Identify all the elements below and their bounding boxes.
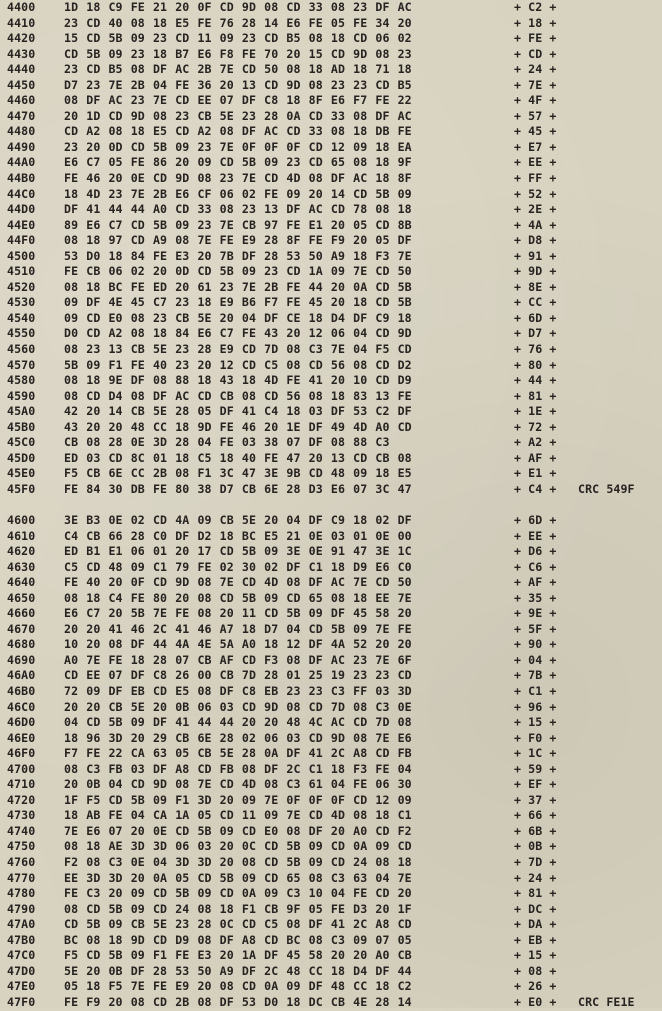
row-checksum: + 7B + — [514, 668, 557, 683]
row-address: 4740 — [7, 823, 36, 838]
row-address: 46B0 — [7, 684, 36, 699]
row-checksum: + 24 + — [514, 62, 557, 77]
row-checksum: + 9E + — [514, 606, 557, 621]
row-address: 44D0 — [7, 202, 36, 217]
row-bytes: 23 CD B5 08 DF AC 2B 7E CD 50 08 18 AD 18 71 18 — [64, 62, 412, 77]
hex-row — [7, 420, 657, 436]
row-checksum: + CC + — [514, 295, 557, 310]
row-bytes: 08 18 AE 3D 3D 06 03 20 0C CD 5B 09 CD 0A 09 CD — [64, 839, 412, 854]
row-bytes: F5 CB 6E CC 2B 08 F1 3C 47 3E 9B CD 48 09 18 E5 — [64, 466, 412, 481]
row-address: 46A0 — [7, 668, 36, 683]
row-checksum: + 44 + — [514, 373, 557, 388]
row-address: 44A0 — [7, 155, 36, 170]
hex-row — [7, 109, 657, 125]
hex-row — [7, 839, 657, 855]
row-bytes: 08 18 BC FE ED 20 61 23 7E 2B FE 44 20 0A CD 5B — [64, 279, 412, 294]
row-bytes: 3E B3 0E 02 CD 4A 09 CB 5E 20 04 DF C9 18 02 DF — [64, 513, 412, 527]
row-bytes: EE 3D 3D 20 0A 05 CD 5B 09 CD 65 08 C3 63 04 7E — [64, 870, 412, 885]
hex-row — [7, 544, 657, 560]
hex-row — [7, 187, 657, 203]
hex-row — [7, 560, 657, 576]
hex-row — [7, 202, 657, 218]
row-address: 4520 — [7, 279, 36, 294]
row-checksum: + 15 + — [514, 715, 557, 730]
hex-row — [7, 0, 657, 16]
row-bytes: 10 20 08 DF 44 4A 4E 5A A0 18 12 DF 4A 52 20 20 — [64, 637, 412, 652]
row-checksum: + 80 + — [514, 357, 557, 372]
row-address: 4700 — [7, 761, 36, 776]
row-bytes: 08 DF AC 23 7E CD EE 07 DF C8 18 8F E6 F7 FE 22 — [64, 93, 412, 108]
row-address: 44F0 — [7, 233, 36, 248]
row-checksum: + 7D + — [514, 855, 557, 870]
row-address: 4560 — [7, 342, 36, 357]
row-address: 45E0 — [7, 466, 36, 481]
hex-row — [7, 668, 657, 684]
row-address: 45F0 — [7, 481, 36, 496]
row-bytes: FE CB 06 02 20 0D CD 5B 09 23 CD 1A 09 7E CD 50 — [64, 264, 412, 279]
row-checksum: + 08 + — [514, 963, 557, 978]
row-bytes: 43 20 20 48 CC 18 9D FE 46 20 1E DF 49 4D A0 CD — [64, 419, 412, 434]
row-checksum: + DC + — [514, 901, 557, 916]
hex-row — [7, 606, 657, 622]
row-bytes: FE 84 30 DB FE 80 38 D7 CB 6E 28 D3 E6 07 3C 47 — [64, 481, 412, 496]
row-bytes: 08 23 13 CB 5E 23 28 E9 CD 7D 08 C3 7E 04 F5 CD — [64, 342, 412, 357]
row-checksum: + 52 + — [514, 186, 557, 201]
hex-row — [7, 855, 657, 871]
row-checksum: + 45 + — [514, 124, 557, 139]
row-checksum: + C1 + — [514, 684, 557, 699]
row-bytes: ED 03 CD 8C 01 18 C5 18 40 FE 47 20 13 CD CB 08 — [64, 450, 412, 465]
row-address: 4710 — [7, 777, 36, 792]
hex-row — [7, 513, 657, 529]
hex-row — [7, 171, 657, 187]
row-checksum: + 15 + — [514, 948, 557, 963]
block-crc: CRC FE1E — [578, 994, 635, 1009]
hex-row — [7, 762, 657, 778]
hex-row — [7, 389, 657, 405]
row-bytes: 18 AB FE 04 CA 1A 05 CD 11 09 7E CD 4D 08 18 C1 — [64, 808, 412, 823]
row-checksum: + 6D + — [514, 310, 557, 325]
row-bytes: ED B1 E1 06 01 20 17 CD 5B 09 3E 0E 91 47 3E 1C — [64, 544, 412, 559]
row-address: 47C0 — [7, 948, 36, 963]
hex-row — [7, 326, 657, 342]
row-bytes: 08 CD 5B 09 CD 24 08 18 F1 CB 9F 05 FE D3 20 1F — [64, 901, 412, 916]
row-checksum: + E7 + — [514, 139, 557, 154]
row-bytes: 08 18 9E DF 08 88 18 43 18 4D FE 41 20 10 CD D9 — [64, 373, 412, 388]
row-checksum: + 26 + — [514, 979, 557, 994]
row-bytes: FE F9 20 08 CD 2B 08 DF 53 D0 18 DC CB 4E 28 14 — [64, 994, 412, 1009]
row-bytes: 09 DF 4E 45 C7 23 18 E9 B6 F7 FE 45 20 18 CD 5B — [64, 295, 412, 310]
block-crc: CRC 549F — [578, 481, 635, 496]
row-checksum: + 35 + — [514, 590, 557, 605]
hex-row — [7, 575, 657, 591]
row-checksum: + 6B + — [514, 823, 557, 838]
row-checksum: + A2 + — [514, 435, 557, 450]
row-address: 45B0 — [7, 419, 36, 434]
row-checksum: + 72 + — [514, 419, 557, 434]
row-bytes: 20 20 41 46 2C 41 46 A7 18 D7 04 CD 5B 09 7E FE — [64, 621, 412, 636]
hex-block-4400 — [7, 0, 657, 498]
row-address: 4400 — [7, 0, 36, 14]
hex-row — [7, 529, 657, 545]
hex-row — [7, 466, 657, 482]
hex-row — [7, 93, 657, 109]
row-bytes: F7 FE 22 CA 63 05 CB 5E 28 0A DF 41 2C A8 CD FB — [64, 746, 412, 761]
hex-row — [7, 637, 657, 653]
row-checksum: + C4 + — [514, 481, 557, 496]
row-bytes: F2 08 C3 0E 04 3D 3D 20 08 CD 5B 09 CD 24 08 18 — [64, 855, 412, 870]
hex-row — [7, 311, 657, 327]
row-checksum: + 04 + — [514, 652, 557, 667]
row-address: 45A0 — [7, 404, 36, 419]
hex-row — [7, 451, 657, 467]
row-address: 4640 — [7, 575, 36, 590]
row-address: 4420 — [7, 31, 36, 46]
row-address: 4410 — [7, 15, 36, 30]
row-address: 4790 — [7, 901, 36, 916]
row-bytes: 1F F5 CD 5B 09 F1 3D 20 09 7E 0F 0F 0F CD 12 09 — [64, 792, 412, 807]
row-checksum: + 91 + — [514, 248, 557, 263]
row-checksum: + E1 + — [514, 466, 557, 481]
row-checksum: + 2E + — [514, 202, 557, 217]
row-checksum: + F0 + — [514, 730, 557, 745]
row-bytes: 23 CD 40 08 18 E5 FE 76 28 14 E6 FE 05 FE 34 20 — [64, 15, 412, 30]
row-checksum: + 76 + — [514, 342, 557, 357]
row-address: 4720 — [7, 792, 36, 807]
hex-row — [7, 917, 657, 933]
row-checksum: + 59 + — [514, 761, 557, 776]
row-address: 4480 — [7, 124, 36, 139]
hex-row — [7, 622, 657, 638]
row-checksum: + 96 + — [514, 699, 557, 714]
hex-row — [7, 793, 657, 809]
row-address: 46C0 — [7, 699, 36, 714]
row-bytes: A0 7E FE 18 28 07 CB AF CD F3 08 DF AC 23 7E 6F — [64, 652, 412, 667]
row-address: 4510 — [7, 264, 36, 279]
row-bytes: 1D 18 C9 FE 21 20 0F CD 9D 08 CD 33 08 23 DF AC — [64, 0, 412, 14]
row-address: 4460 — [7, 93, 36, 108]
row-bytes: E6 C7 20 5B 7E FE 08 20 11 CD 5B 09 DF 45 58 20 — [64, 606, 412, 621]
row-bytes: D0 CD A2 08 18 84 E6 C7 FE 43 20 12 06 04 CD 9D — [64, 326, 412, 341]
row-address: 4690 — [7, 652, 36, 667]
row-checksum: + 81 + — [514, 388, 557, 403]
row-bytes: 89 E6 C7 CD 5B 09 23 7E CB 97 FE E1 20 05 CD 8B — [64, 217, 412, 232]
hex-row — [7, 249, 657, 265]
hex-row — [7, 140, 657, 156]
row-address: 4670 — [7, 621, 36, 636]
row-bytes: E6 C7 05 FE 86 20 09 CD 5B 09 23 CD 65 08 18 9F — [64, 155, 412, 170]
row-address: 4680 — [7, 637, 36, 652]
row-address: 4610 — [7, 528, 36, 543]
row-bytes: C4 CB 66 28 C0 DF D2 18 BC E5 21 0E 03 01 0E 00 — [64, 528, 412, 543]
row-bytes: CD A2 08 18 E5 CD A2 08 DF AC CD 33 08 18 DB FE — [64, 124, 412, 139]
row-address: 4440 — [7, 62, 36, 77]
row-address: 4580 — [7, 373, 36, 388]
hex-row — [7, 979, 657, 995]
row-checksum: + D8 + — [514, 233, 557, 248]
row-address: 4500 — [7, 248, 36, 263]
row-address: 4450 — [7, 77, 36, 92]
hex-row — [7, 435, 657, 451]
row-address: 4620 — [7, 544, 36, 559]
row-checksum: + 0B + — [514, 839, 557, 854]
row-bytes: FE 46 20 0E CD 9D 08 23 7E CD 4D 08 DF AC 18 8F — [64, 171, 412, 186]
row-checksum: + 1C + — [514, 746, 557, 761]
row-checksum: + D7 + — [514, 326, 557, 341]
row-address: 4570 — [7, 357, 36, 372]
row-bytes: 18 4D 23 7E 2B E6 CF 06 02 FE 09 20 14 CD 5B 09 — [64, 186, 412, 201]
hex-row — [7, 233, 657, 249]
row-address: 4760 — [7, 855, 36, 870]
row-checksum: + EE + — [514, 155, 557, 170]
row-address: 47A0 — [7, 917, 36, 932]
hex-row — [7, 808, 657, 824]
row-address: 4730 — [7, 808, 36, 823]
row-checksum: + DA + — [514, 917, 557, 932]
row-bytes: FE 40 20 0F CD 9D 08 7E CD 4D 08 DF AC 7E CD 50 — [64, 575, 412, 590]
row-bytes: 08 CD D4 08 DF AC CD CB 08 CD 56 08 18 83 13 FE — [64, 388, 412, 403]
row-bytes: 15 CD 5B 09 23 CD 11 09 23 CD B5 08 18 CD 06 02 — [64, 31, 412, 46]
row-address: 4770 — [7, 870, 36, 885]
row-bytes: 53 D0 18 84 FE E3 20 7B DF 28 53 50 A9 18 F3 7E — [64, 248, 412, 263]
hex-row — [7, 78, 657, 94]
hex-row — [7, 684, 657, 700]
hex-row — [7, 16, 657, 32]
row-address: 4430 — [7, 46, 36, 61]
row-bytes: 04 CD 5B 09 DF 41 44 44 20 20 48 4C AC CD 7D 08 — [64, 715, 412, 730]
hex-row — [7, 62, 657, 78]
row-checksum: + 6D + — [514, 513, 557, 527]
hex-row — [7, 591, 657, 607]
row-address: 46E0 — [7, 730, 36, 745]
row-address: 4530 — [7, 295, 36, 310]
row-checksum: + 18 + — [514, 15, 557, 30]
row-checksum: + D6 + — [514, 544, 557, 559]
row-bytes: 18 96 3D 20 29 CB 6E 28 02 06 03 CD 9D 08 7E E6 — [64, 730, 412, 745]
row-checksum: + EB + — [514, 932, 557, 947]
hex-row — [7, 777, 657, 793]
row-bytes: 42 20 14 CB 5E 28 05 DF 41 C4 18 03 DF 53 C2 DF — [64, 404, 412, 419]
row-address: 44B0 — [7, 171, 36, 186]
hex-row — [7, 746, 657, 762]
hex-row — [7, 358, 657, 374]
hex-row — [7, 653, 657, 669]
row-address: 4540 — [7, 310, 36, 325]
hex-row — [7, 964, 657, 980]
hex-block-4600 — [7, 513, 657, 1011]
row-checksum: + 90 + — [514, 637, 557, 652]
row-address: 4750 — [7, 839, 36, 854]
row-checksum: + C6 + — [514, 559, 557, 574]
row-address: 46D0 — [7, 715, 36, 730]
row-address: 4780 — [7, 886, 36, 901]
row-checksum: + 4A + — [514, 217, 557, 232]
row-bytes: 09 CD E0 08 23 CB 5E 20 04 DF CE 18 D4 DF C9 18 — [64, 310, 412, 325]
hex-row — [7, 902, 657, 918]
row-checksum: + 7E + — [514, 77, 557, 92]
row-bytes: 08 18 97 CD A9 08 7E FE E9 28 8F FE F9 20 05 DF — [64, 233, 412, 248]
hex-row — [7, 933, 657, 949]
row-bytes: 20 0B 04 CD 9D 08 7E CD 4D 08 C3 61 04 FE 06 30 — [64, 777, 412, 792]
row-bytes: 20 20 CB 5E 20 0B 06 03 CD 9D 08 CD 7D 08 C3 0E — [64, 699, 412, 714]
hex-row — [7, 124, 657, 140]
row-checksum: + C2 + — [514, 0, 557, 14]
hex-row — [7, 342, 657, 358]
row-bytes: 08 18 C4 FE 80 20 08 CD 5B 09 CD 65 08 18 EE 7E — [64, 590, 412, 605]
hex-row — [7, 155, 657, 171]
hex-row — [7, 264, 657, 280]
row-bytes: DF 41 44 44 A0 CD 33 08 23 13 DF AC CD 78 08 18 — [64, 202, 412, 217]
row-address: 4470 — [7, 108, 36, 123]
row-address: 47E0 — [7, 979, 36, 994]
row-bytes: 5B 09 F1 FE 40 23 20 12 CD C5 08 CD 56 08 CD D2 — [64, 357, 412, 372]
row-bytes: F5 CD 5B 09 F1 FE E3 20 1A DF 45 58 20 20 A0 CB — [64, 948, 412, 963]
hex-row — [7, 373, 657, 389]
row-checksum: + 4F + — [514, 93, 557, 108]
hex-row — [7, 824, 657, 840]
row-bytes: 08 C3 FB 03 DF A8 CD FB 08 DF 2C C1 18 F3 FE 04 — [64, 761, 412, 776]
row-address: 4590 — [7, 388, 36, 403]
row-bytes: 7E E6 07 20 0E CD 5B 09 CD E0 08 DF 20 A0 CD F2 — [64, 823, 412, 838]
row-checksum: + FE + — [514, 31, 557, 46]
row-bytes: 72 09 DF EB CD E5 08 DF C8 EB 23 23 C3 FF 03 3D — [64, 684, 412, 699]
row-checksum: + EF + — [514, 777, 557, 792]
row-checksum: + AF + — [514, 450, 557, 465]
hex-row — [7, 715, 657, 731]
row-address: 4650 — [7, 590, 36, 605]
row-checksum: + 8E + — [514, 279, 557, 294]
row-address: 44C0 — [7, 186, 36, 201]
hex-row — [7, 731, 657, 747]
row-address: 45D0 — [7, 450, 36, 465]
row-address: 44E0 — [7, 217, 36, 232]
hex-row — [7, 482, 657, 498]
row-address: 4630 — [7, 559, 36, 574]
row-bytes: 5E 20 0B DF 28 53 50 A9 DF 2C 48 CC 18 D4 DF 44 — [64, 963, 412, 978]
row-address: 4550 — [7, 326, 36, 341]
hex-row — [7, 404, 657, 420]
row-bytes: CD 5B 09 CB 5E 23 28 0C CD C5 08 DF 41 2C A8 CD — [64, 917, 412, 932]
hex-row — [7, 995, 657, 1011]
hex-row — [7, 700, 657, 716]
hex-row — [7, 948, 657, 964]
row-checksum: + E0 + — [514, 994, 557, 1009]
row-checksum: + 1E + — [514, 404, 557, 419]
row-checksum: + 5F + — [514, 621, 557, 636]
row-bytes: C5 CD 48 09 C1 79 FE 02 30 02 DF C1 18 D9 E6 C0 — [64, 559, 412, 574]
row-checksum: + 81 + — [514, 886, 557, 901]
hex-row — [7, 871, 657, 887]
row-address: 47F0 — [7, 994, 36, 1009]
row-bytes: CB 08 28 0E 3D 28 04 FE 03 38 07 DF 08 88 C3 — [64, 435, 390, 450]
row-address: 4490 — [7, 139, 36, 154]
hex-row — [7, 218, 657, 234]
row-address: 4600 — [7, 513, 36, 527]
row-bytes: 05 18 F5 7E FE E9 20 08 CD 0A 09 DF 48 CC 18 C2 — [64, 979, 412, 994]
row-bytes: 23 20 0D CD 5B 09 23 7E 0F 0F 0F CD 12 09 18 EA — [64, 139, 412, 154]
row-checksum: + FF + — [514, 171, 557, 186]
row-bytes: BC 08 18 9D CD D9 08 DF A8 CD BC 08 C3 09 07 05 — [64, 932, 412, 947]
row-checksum: + AF + — [514, 575, 557, 590]
row-checksum: + EE + — [514, 528, 557, 543]
row-address: 46F0 — [7, 746, 36, 761]
row-bytes: D7 23 7E 2B 04 FE 36 20 13 CD 9D 08 23 23 CD B5 — [64, 77, 412, 92]
hex-row — [7, 886, 657, 902]
row-checksum: + 24 + — [514, 870, 557, 885]
row-bytes: 20 1D CD 9D 08 23 CB 5E 23 28 0A CD 33 08 DF AC — [64, 108, 412, 123]
row-address: 47B0 — [7, 932, 36, 947]
row-address: 4660 — [7, 606, 36, 621]
row-bytes: CD EE 07 DF C8 26 00 CB 7D 28 01 25 19 23 23 CD — [64, 668, 412, 683]
row-checksum: + 9D + — [514, 264, 557, 279]
row-checksum: + 66 + — [514, 808, 557, 823]
row-checksum: + 37 + — [514, 792, 557, 807]
hex-row — [7, 280, 657, 296]
row-address: 45C0 — [7, 435, 36, 450]
row-bytes: FE C3 20 09 CD 5B 09 CD 0A 09 C3 10 04 FE CD 20 — [64, 886, 412, 901]
row-address: 47D0 — [7, 963, 36, 978]
row-bytes: CD 5B 09 23 18 B7 E6 F8 FE 70 20 15 CD 9D 08 23 — [64, 46, 412, 61]
row-checksum: + 57 + — [514, 108, 557, 123]
hex-row — [7, 47, 657, 63]
hex-row — [7, 31, 657, 47]
row-checksum: + CD + — [514, 46, 557, 61]
hex-row — [7, 295, 657, 311]
